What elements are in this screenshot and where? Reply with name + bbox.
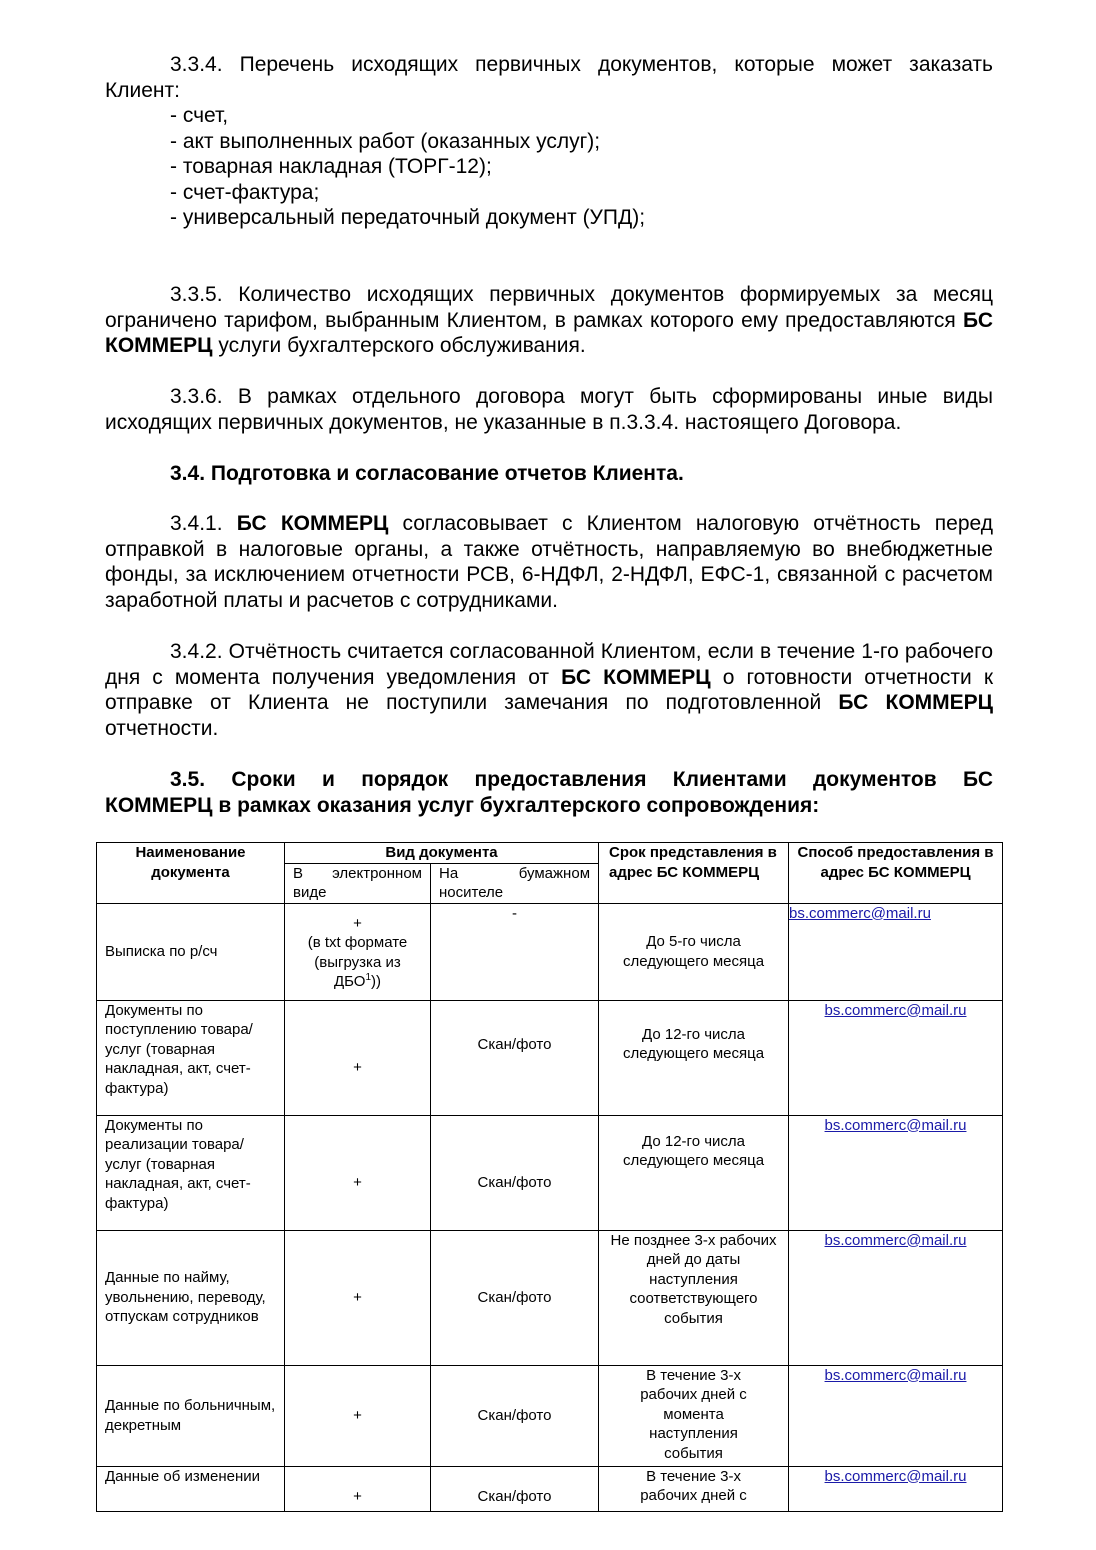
cell-name: Документы по поступлению товара/услуг (товарная накладная, акт, счет-фактура) — [97, 1000, 285, 1115]
cell-method — [789, 1000, 1003, 1115]
cell-method — [789, 1466, 1003, 1511]
header-type: Вид документа — [285, 843, 599, 864]
cell-paper: Скан/фото — [431, 1230, 599, 1365]
cell-deadline: В течение 3-х рабочих дней с момента наступления события — [599, 1365, 789, 1466]
header-deadline: Срок представления в адрес БС КОММЕРЦ — [599, 843, 789, 904]
cell-electronic — [285, 903, 431, 1000]
format-note — [293, 933, 422, 992]
email-link[interactable]: bs.commerc@mail.ru — [789, 904, 931, 922]
cell-method — [789, 1230, 1003, 1365]
brand-name: БС КОММЕРЦ — [105, 308, 993, 357]
cell-electronic: + — [285, 1115, 431, 1230]
format-note-text: (в txt формате (выгрузка из ДБО — [307, 934, 408, 990]
paragraph-text: услуги бухгалтерского обслуживания. — [212, 334, 586, 357]
brand-name: БС КОММЕРЦ — [561, 665, 711, 689]
cell-paper: Скан/фото — [431, 1115, 599, 1230]
paragraph-3-3-4: 3.3.4. Перечень исходящих первичных документов, которые может заказать Клиент: — [105, 53, 993, 102]
table-header-row — [97, 843, 1003, 864]
table-row — [97, 1365, 1003, 1466]
email-link[interactable]: bs.commerc@mail.ru — [824, 1001, 967, 1019]
cell-name: Данные по найму, увольнению, переводу, отпускам сотрудников — [97, 1230, 285, 1365]
plus-mark: + — [353, 914, 362, 932]
list-item: - акт выполненных работ (оказанных услуг); — [170, 129, 601, 153]
cell-name: Данные об изменении — [97, 1466, 285, 1511]
table-row — [97, 1230, 1003, 1365]
cell-paper: Скан/фото — [431, 1000, 599, 1115]
paragraph-3-3-6: 3.3.6. В рамках отдельного договора могут быть сформированы иные виды исходящих первичных документов, не указанные в п.3.3.4. настоящего Договора. — [105, 385, 993, 434]
cell-paper: - — [431, 903, 599, 1000]
cell-name: Документы по реализации товара/услуг (товарная накладная, акт, счет-фактура) — [97, 1115, 285, 1230]
paragraph-text: 3.4.2. Отчётность считается согласованной Клиентом, если в течение 1-го рабочего дня с момента получения уведомления от — [105, 640, 993, 689]
table-row — [97, 903, 1003, 1000]
brand-name: БС КОММЕРЦ — [838, 691, 993, 714]
document-list — [170, 103, 990, 231]
email-link[interactable]: bs.commerc@mail.ru — [824, 1366, 967, 1384]
table-row — [97, 1466, 1003, 1511]
list-item: - счет-фактура; — [170, 180, 320, 204]
documents-table — [96, 842, 1003, 1512]
header-name: Наименование документа — [97, 843, 285, 904]
paragraph-text: согласовывает с Клиентом налоговую отчётность перед отправкой в налоговые органы, а также отчётность, направляемую во внебюджетные фонды, за исключением отчетности РСВ, 6-НДФЛ, 2-НДФЛ, ЕФС-1, связанной с расчетом заработной платы и расчетов с сотрудниками. — [105, 512, 993, 612]
cell-method — [789, 903, 1003, 1000]
email-link[interactable]: bs.commerc@mail.ru — [824, 1467, 967, 1485]
cell-electronic: + — [285, 1000, 431, 1115]
header-electronic: В электронном виде — [285, 863, 431, 903]
paragraph-3-3-5 — [105, 282, 993, 359]
cell-deadline: До 12-го числа следующего месяца — [599, 1115, 789, 1230]
format-note-end: )) — [371, 973, 382, 990]
cell-paper: Скан/фото — [431, 1365, 599, 1466]
cell-name: Данные по больничным, декретным — [97, 1365, 285, 1466]
cell-deadline: До 5-го числа следующего месяца — [599, 903, 789, 1000]
list-item: - счет, — [170, 104, 229, 127]
cell-paper: Скан/фото — [431, 1466, 599, 1511]
cell-electronic: + — [285, 1365, 431, 1466]
section-heading-3-4: 3.4. Подготовка и согласование отчетов Клиента. — [170, 462, 684, 485]
heading-line: КОММЕРЦ в рамках оказания услуг бухгалтерского сопровождения: — [105, 793, 820, 817]
cell-electronic: + — [285, 1466, 431, 1511]
header-method: Способ предоставления в адрес БС КОММЕРЦ — [789, 843, 1003, 904]
paragraph-number: 3.4.1. — [170, 512, 237, 535]
footnote-mark: 1 — [365, 972, 372, 983]
cell-deadline: До 12-го числа следующего месяца — [599, 1000, 789, 1115]
cell-deadline: Не позднее 3-х рабочих дней до даты наступления соответствующего события — [599, 1230, 789, 1365]
header-paper: На бумажном носителе — [431, 863, 599, 903]
cell-deadline: В течение 3-х рабочих дней с — [599, 1466, 789, 1511]
paragraph-text: отчетности. — [105, 716, 219, 740]
section-heading-3-5 — [105, 767, 993, 818]
list-item: - универсальный передаточный документ (УПД); — [170, 206, 646, 229]
list-item: - товарная накладная (ТОРГ-12); — [170, 155, 492, 178]
cell-method — [789, 1365, 1003, 1466]
email-link[interactable]: bs.commerc@mail.ru — [824, 1116, 967, 1134]
paragraph-text: 3.3.5. Количество исходящих первичных документов формируемых за месяц ограничено тарифом, выбранным Клиентом, в рамках которого ему предоставляются — [105, 283, 993, 332]
paragraph-3-4-1 — [105, 511, 993, 613]
heading-line: 3.5. Сроки и порядок предоставления Клиентами документов БС — [170, 768, 993, 791]
paragraph-3-4-2 — [105, 639, 993, 741]
email-link[interactable]: bs.commerc@mail.ru — [824, 1231, 967, 1249]
cell-method — [789, 1115, 1003, 1230]
brand-name: БС КОММЕРЦ — [236, 512, 389, 535]
table-row — [97, 1000, 1003, 1115]
cell-electronic: + — [285, 1230, 431, 1365]
table-row — [97, 1115, 1003, 1230]
paragraph-text: о готовности отчетности к отправке от Клиента не поступили замечания по подготовленной — [105, 665, 994, 714]
cell-name: Выписка по р/сч — [97, 903, 285, 1000]
